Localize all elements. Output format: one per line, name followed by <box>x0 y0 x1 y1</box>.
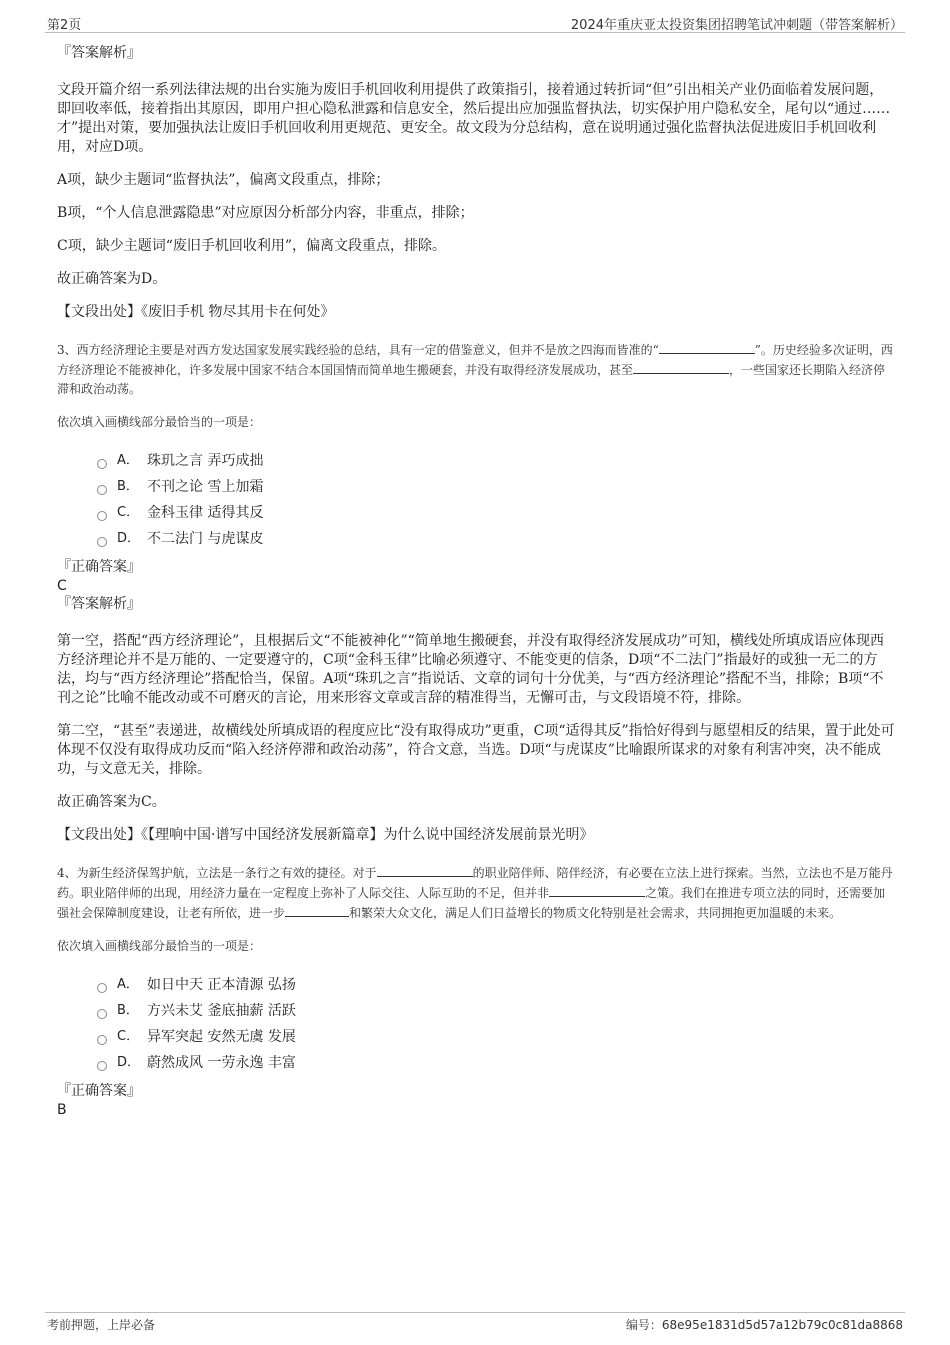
correct-answer: B <box>57 1102 67 1118</box>
analysis-option-b: B项，“个人信息泄露隐患”对应原因分析部分内容，非重点，排除； <box>57 205 474 221</box>
footer-slogan: 考前押题，上岸必备 <box>47 1318 156 1332</box>
option-c[interactable]: C． 金科玉律 适得其反 <box>97 500 897 526</box>
question-3-prompt: 依次填入画横线部分最恰当的一项是： <box>57 415 262 429</box>
radio-icon[interactable] <box>97 1009 107 1019</box>
analysis-paragraph: 文段开篇介绍一系列法律法规的出台实施为废旧手机回收利用提供了政策指引，接着通过转折词“但”引出相关产业仍面临着发展问题，即回收率低，接着指出其原因，即用户担心隐私泄露和信息安全，然后提出应加强监督执法，切实保护用户隐私安全，尾句以“通过……才”提出对策，要加强执法让废旧手机回收利用更规范、更安全。故文段为分总结构，意在说明通过强化监督执法促进废旧手机回收利用，对应D项。 <box>57 82 891 155</box>
fill-blank <box>659 340 755 354</box>
answer-label: 『正确答案』 <box>57 559 141 575</box>
radio-icon[interactable] <box>97 983 107 993</box>
fill-blank <box>285 903 349 917</box>
option-b[interactable]: B． 不刊之论 雪上加霜 <box>97 474 897 500</box>
fill-blank <box>377 863 473 877</box>
question-4-prompt: 依次填入画横线部分最恰当的一项是： <box>57 939 262 953</box>
page-header <box>45 14 905 33</box>
radio-icon[interactable] <box>97 537 107 547</box>
document-id: 编号：68e95e1831d5d57a12b79c0c81da8868 <box>625 1318 903 1332</box>
option-c[interactable]: C． 异军突起 安然无虞 发展 <box>97 1024 897 1050</box>
option-a[interactable]: A． 如日中天 正本清源 弘扬 <box>97 972 897 998</box>
source: 【文段出处】《废旧手机 物尽其用卡在何处》 <box>57 304 335 320</box>
analysis-option-c: C项，缺少主题词“废旧手机回收利用”，偏离文段重点，排除。 <box>57 238 447 254</box>
fill-blank <box>633 360 729 374</box>
radio-icon[interactable] <box>97 511 107 521</box>
conclusion: 故正确答案为C。 <box>57 794 166 810</box>
document-title: 2024年重庆亚太投资集团招聘笔试冲刺题（带答案解析） <box>570 18 903 33</box>
conclusion: 故正确答案为D。 <box>57 271 167 287</box>
page-content <box>57 44 897 1119</box>
question-3-options <box>97 448 897 552</box>
option-d[interactable]: D． 不二法门 与虎谋皮 <box>97 526 897 552</box>
correct-answer: C <box>57 578 67 594</box>
option-a[interactable]: A． 珠玑之言 弄巧成拙 <box>97 448 897 474</box>
analysis-paragraph-2: 第二空，“甚至”表递进，故横线处所填成语的程度应比“没有取得成功”更重，C项“适得其反”指恰好得到与愿望相反的结果，置于此处可体现不仅没有取得成功反而“陷入经济停滞和政治动荡”，符合文意，当选。D项“与虎谋皮”比喻跟所谋求的对象有利害冲突，决不能成功，与文意无关，排除。 <box>57 723 895 777</box>
question-4-options <box>97 972 897 1076</box>
page-number: 第2页 <box>47 18 82 33</box>
radio-icon[interactable] <box>97 1061 107 1071</box>
analysis-label: 『答案解析』 <box>57 596 141 612</box>
option-b[interactable]: B． 方兴未艾 釜底抽薪 活跃 <box>97 998 897 1024</box>
radio-icon[interactable] <box>97 459 107 469</box>
question-3-stem: 3、西方经济理论主要是对西方发达国家发展实践经验的总结，具有一定的借鉴意义，但并不是放之四海而皆准的“ ”。历史经验多次证明，西方经济理论不能被神化，许多发展中国家不结合本国国情而简单地生搬硬套，并没有取得经济发展成功，甚至 ，一些国家还长期陷入经济停滞和政治动荡。 <box>57 340 897 399</box>
answer-label: 『正确答案』 <box>57 1083 141 1099</box>
fill-blank <box>549 883 645 897</box>
question-4-stem: 4、为新生经济保驾护航，立法是一条行之有效的捷径。对于 的职业陪伴师、陪伴经济，有必要在立法上进行探索。当然，立法也不是万能丹药。职业陪伴师的出现，用经济力量在一定程度上弥补了人际交往、人际互助的不足，但并非 之策。我们在推进专项立法的同时，还需要加强社会保障制度建设，让老有所依，进一步 和繁荣大众文化，满足人们日益增长的物质文化特别是社会需求，共同拥抱更加温暖的未来。 <box>57 863 897 923</box>
page-footer <box>45 1312 905 1333</box>
radio-icon[interactable] <box>97 1035 107 1045</box>
radio-icon[interactable] <box>97 485 107 495</box>
analysis-label: 『答案解析』 <box>57 45 141 61</box>
option-d[interactable]: D． 蔚然成风 一劳永逸 丰富 <box>97 1050 897 1076</box>
source: 【文段出处】《【理响中国·谱写中国经济发展新篇章】为什么说中国经济发展前景光明》 <box>57 827 594 843</box>
analysis-option-a: A项，缺少主题词“监督执法”，偏离文段重点，排除； <box>57 172 390 188</box>
analysis-paragraph-1: 第一空，搭配“西方经济理论”，且根据后文“不能被神化”“简单地生搬硬套，并没有取得经济发展成功”可知，横线处所填成语应体现西方经济理论并不是万能的、一定要遵守的，C项“金科玉律”比喻必须遵守、不能变更的信条，D项“不二法门”指最好的或独一无二的方法，均与“西方经济理论”搭配恰当，保留。A项“珠玑之言”指说话、文章的词句十分优美，与“西方经济理论”搭配不当，排除；B项“不刊之论”比喻不能改动或不可磨灭的言论，用来形容文章或言辞的精准得当，无懈可击，与文段语境不符，排除。 <box>57 633 884 706</box>
